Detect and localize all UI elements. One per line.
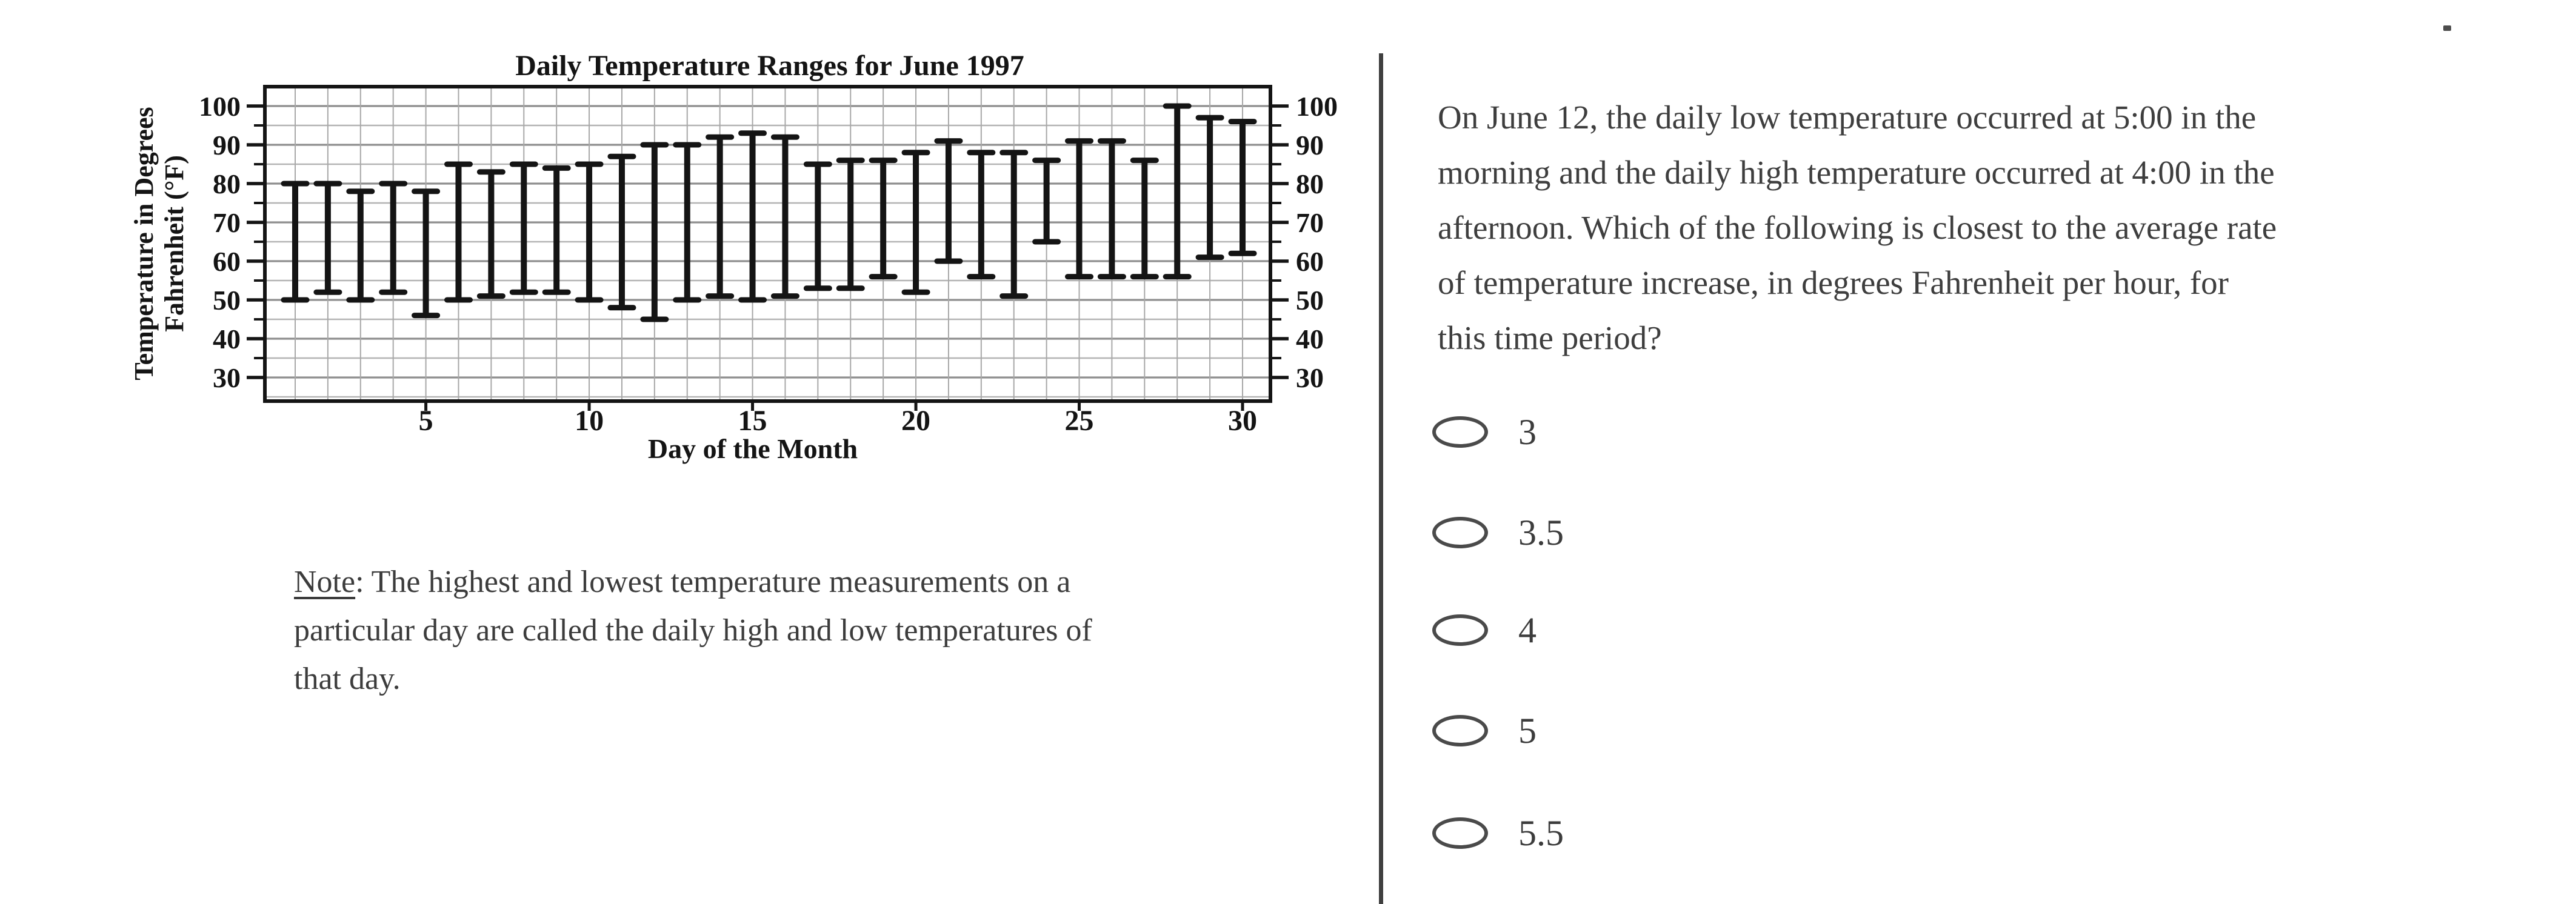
answer-options [1432,0,1978,904]
section-divider [1379,53,1383,904]
y-tick-label-left: 40 [213,324,241,354]
option-label[interactable]: 3 [1518,412,1537,452]
y-tick-label-left: 50 [213,285,241,316]
plot-border [265,87,1270,401]
y-tick-label-left: 100 [199,91,241,122]
question-line: On June 12, the daily low temperature occurred at 5:00 in the [1438,99,2257,136]
y-tick-label-right: 50 [1296,285,1324,316]
option-label[interactable]: 3.5 [1518,513,1564,553]
answer-option-5[interactable] [1432,711,1537,751]
note-line: particular day are called the daily high and low temperatures of [294,613,1092,648]
note-line: that day. [294,662,401,696]
y-tick-label-right: 80 [1296,168,1324,199]
option-label[interactable]: 4 [1518,610,1537,650]
note-line [294,558,1203,607]
y-tick-label-right: 100 [1296,91,1338,122]
x-tick-label: 25 [1064,405,1094,437]
question-line: of temperature increase, in degrees Fahrenheit per hour, for [1438,264,2229,301]
question-line: this time period? [1438,319,1662,356]
x-tick-label: 5 [418,405,433,437]
y-tick-label-right: 60 [1296,246,1324,277]
answer-option-5.5[interactable] [1432,813,1564,853]
x-tick-label: 15 [738,405,767,437]
y-tick-label-right: 90 [1296,130,1324,161]
chart-title: Daily Temperature Ranges for June 1997 [515,50,1024,82]
radio-button[interactable] [1432,614,1488,646]
chart-note [294,558,1203,703]
radio-button[interactable] [1432,817,1488,849]
note-line-text: : The highest and lowest temperature measurements on a [355,565,1071,599]
artifact-dot [2443,25,2451,31]
y-tick-label-left: 80 [213,168,241,199]
question-line: afternoon. Which of the following is closest to the average rate [1438,209,2277,246]
note-label: Note [294,565,356,599]
y-tick-label-left: 60 [213,246,241,277]
radio-button[interactable] [1432,416,1488,448]
x-tick-label: 20 [901,405,931,437]
y-tick-label-left: 90 [213,130,241,161]
temperature-range-chart [109,48,1418,509]
radio-button[interactable] [1432,715,1488,746]
y-axis-title-line2: Fahrenheit (°F) [159,155,189,332]
question-line: morning and the daily high temperature occurred at 4:00 in the [1438,154,2275,191]
y-tick-label-right: 30 [1296,362,1324,393]
y-axis-title-line1: Temperature in Degrees [129,107,159,381]
y-tick-label-left: 30 [213,362,241,393]
x-tick-label: 10 [575,405,604,437]
x-axis-title: Day of the Month [647,433,858,464]
answer-option-3[interactable] [1432,412,1537,452]
x-tick-label: 30 [1228,405,1258,437]
y-tick-label-right: 40 [1296,324,1324,354]
option-label[interactable]: 5.5 [1518,813,1564,853]
answer-option-3.5[interactable] [1432,513,1564,553]
answer-option-4[interactable] [1432,610,1537,650]
y-tick-label-left: 70 [213,207,241,238]
y-tick-label-right: 70 [1296,207,1324,238]
radio-button[interactable] [1432,517,1488,548]
option-label[interactable]: 5 [1518,711,1537,751]
